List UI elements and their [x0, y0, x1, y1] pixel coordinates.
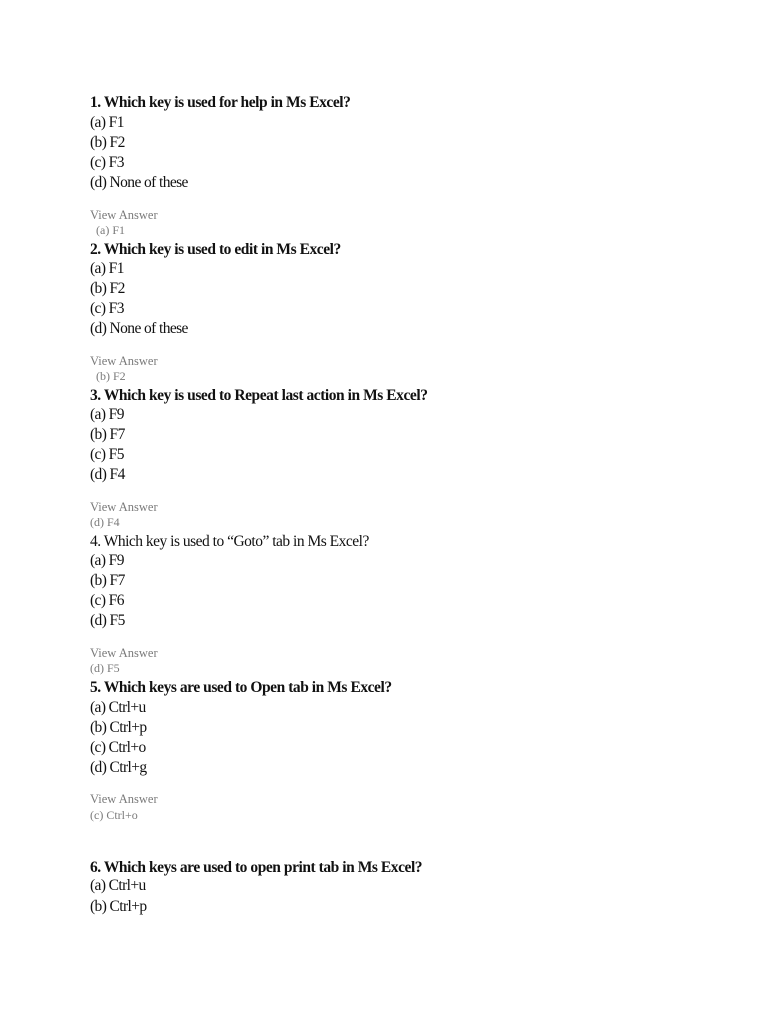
question-6-text: 6. Which keys are used to open print tab in Ms Excel? — [90, 859, 423, 876]
question-1-view-answer-link[interactable]: View Answer — [90, 208, 158, 222]
question-2-answer: (b) F2 — [96, 369, 126, 383]
question-3-option-c: (c) F5 — [90, 446, 124, 463]
question-3-answer: (d) F4 — [90, 515, 120, 529]
question-5-option-c: (c) Ctrl+o — [90, 739, 146, 756]
question-6-option-b: (b) Ctrl+p — [90, 898, 147, 915]
question-2-option-d: (d) None of these — [90, 320, 188, 337]
question-3-option-b: (b) F7 — [90, 426, 125, 443]
question-4-option-a: (a) F9 — [90, 552, 124, 569]
question-4-option-b: (b) F7 — [90, 572, 125, 589]
question-1-option-a: (a) F1 — [90, 114, 124, 131]
question-2-text: 2. Which key is used to edit in Ms Excel? — [90, 241, 341, 258]
question-3-option-a: (a) F9 — [90, 406, 124, 423]
question-4-view-answer-link[interactable]: View Answer — [90, 646, 158, 660]
question-5-option-b: (b) Ctrl+p — [90, 719, 147, 736]
question-5-text: 5. Which keys are used to Open tab in Ms Excel? — [90, 679, 392, 696]
question-5-view-answer-link[interactable]: View Answer — [90, 792, 158, 806]
question-5-answer: (c) Ctrl+o — [90, 808, 138, 822]
question-2-option-a: (a) F1 — [90, 260, 124, 277]
question-5-option-a: (a) Ctrl+u — [90, 699, 146, 716]
question-6-option-a: (a) Ctrl+u — [90, 877, 146, 894]
question-3-text: 3. Which key is used to Repeat last action in Ms Excel? — [90, 387, 428, 404]
question-1-option-b: (b) F2 — [90, 134, 125, 151]
question-4-text: 4. Which key is used to “Goto” tab in Ms Excel? — [90, 533, 369, 550]
question-4-option-c: (c) F6 — [90, 592, 124, 609]
question-5-option-d: (d) Ctrl+g — [90, 759, 147, 776]
question-1-answer: (a) F1 — [96, 223, 125, 237]
question-2-view-answer-link[interactable]: View Answer — [90, 354, 158, 368]
question-1-option-c: (c) F3 — [90, 154, 124, 171]
question-4-option-d: (d) F5 — [90, 612, 125, 629]
question-1-text: 1. Which key is used for help in Ms Excel? — [90, 94, 351, 111]
question-4-answer: (d) F5 — [90, 661, 120, 675]
question-3-option-d: (d) F4 — [90, 466, 125, 483]
question-3-view-answer-link[interactable]: View Answer — [90, 500, 158, 514]
question-1-option-d: (d) None of these — [90, 174, 188, 191]
question-2-option-b: (b) F2 — [90, 280, 125, 297]
question-2-option-c: (c) F3 — [90, 300, 124, 317]
